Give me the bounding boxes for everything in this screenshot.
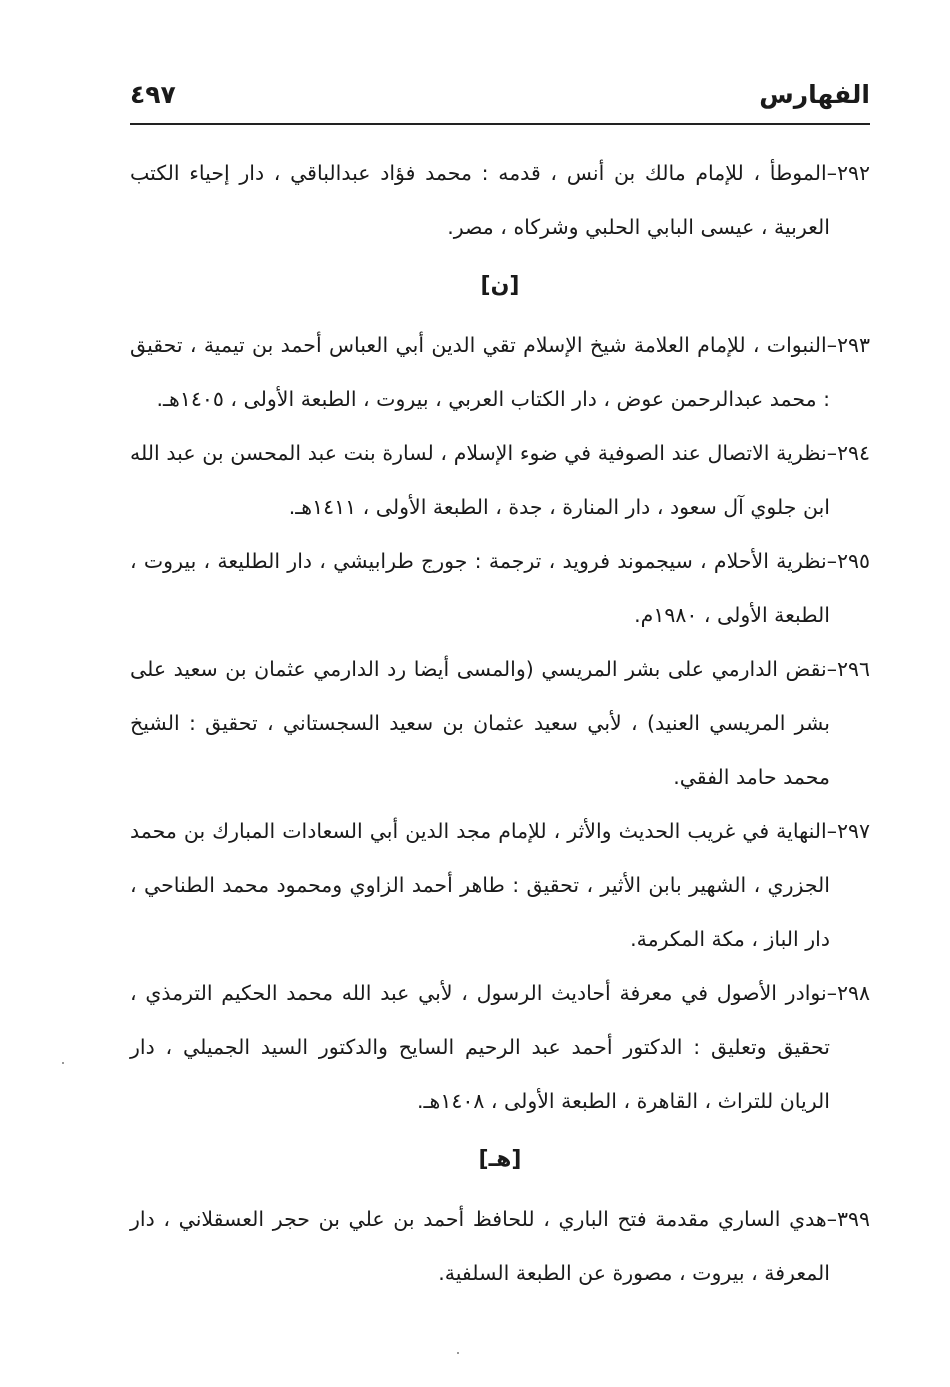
bibliography-entry [130,966,870,1128]
running-title: الفهارس [759,80,870,109]
section-letter-heading: [ن] [480,273,520,298]
bibliography-entry [130,426,870,534]
entry-number: ٢٩٣ [836,333,870,357]
header-rule [130,123,870,125]
entry-text: –هدي الساري مقدمة فتح الباري ، للحافظ أحمد بن علي بن حجر العسقلاني ، دار المعرفة ، بيروت ، مصورة عن الطبعة السلفية. [130,1207,837,1285]
entry-text: –النهاية في غريب الحديث والأثر ، للإمام مجد الدين أبي السعادات المبارك بن محمد الجزري ، الشهير بابن الأثير ، تحقيق : طاهر أحمد الزاوي ومحمود محمد الطناحي ، دار الباز ، مكة المكرمة. [130,819,837,951]
entry-number: ٢٩٢ [836,161,870,185]
entry-text: –نوادر الأصول في معرفة أحاديث الرسول ، لأبي عبد الله محمد الحكيم الترمذي ، تحقيق وتعليق : الدكتور أحمد عبد الرحيم السايح والدكتور السيد الجميلي ، دار الريان للتراث ، القاهرة ، الطبعة الأولى ، ١٤٠٨هـ. [130,981,837,1113]
bibliography-entry [130,318,870,426]
entry-text: –النبوات ، للإمام العلامة شيخ الإسلام تقي الدين أبي العباس أحمد بن تيمية ، تحقيق : محمد عبدالرحمن عوض ، دار الكتاب العربي ، بيروت ، الطبعة الأولى ، ١٤٠٥هـ. [130,333,837,411]
entry-number: ٢٩٦ [836,657,870,681]
bibliography-entry [130,534,870,642]
bibliography-entry [130,642,870,804]
section-letter-heading: [هـ] [478,1147,522,1172]
entry-number: ٢٩٥ [836,549,870,573]
entry-number: ٢٩٤ [836,441,870,465]
scan-speck [62,1062,64,1064]
entry-text: –نظرية الاتصال عند الصوفية في ضوء الإسلام ، لسارة بنت عبد المحسن بن عبد الله ابن جلوي آل سعود ، دار المنارة ، جدة ، الطبعة الأولى ، ١٤١١هـ. [130,441,837,519]
bibliography-entry [130,1192,870,1300]
entry-number: ٢٩٨ [836,981,870,1005]
bibliography-entry [130,804,870,966]
bibliography-entry [130,146,870,254]
page-header [130,76,870,120]
entry-text: –نقض الدارمي على بشر المريسي (والمسى أيضا رد الدارمي عثمان بن سعيد على بشر المريسي العنيد) ، لأبي سعيد عثمان بن سعيد السجستاني ، تحقيق : الشيخ محمد حامد الفقي. [130,657,837,789]
scan-speck [457,1352,459,1354]
bibliography-list [130,146,870,1300]
entry-text: –نظرية الأحلام ، سيجموند فرويد ، ترجمة : جورج طرابيشي ، دار الطليعة ، بيروت ، الطبعة الأولى ، ١٩٨٠م. [130,549,837,627]
page-number: ٤٩٧ [130,80,176,109]
entry-text: –الموطأ ، للإمام مالك بن أنس ، قدمه : محمد فؤاد عبدالباقي ، دار إحياء الكتب العربية ، عيسى البابي الحلبي وشركاه ، مصر. [130,161,837,239]
entry-number: ٢٩٧ [836,819,870,843]
entry-number: ٣٩٩ [836,1207,870,1231]
